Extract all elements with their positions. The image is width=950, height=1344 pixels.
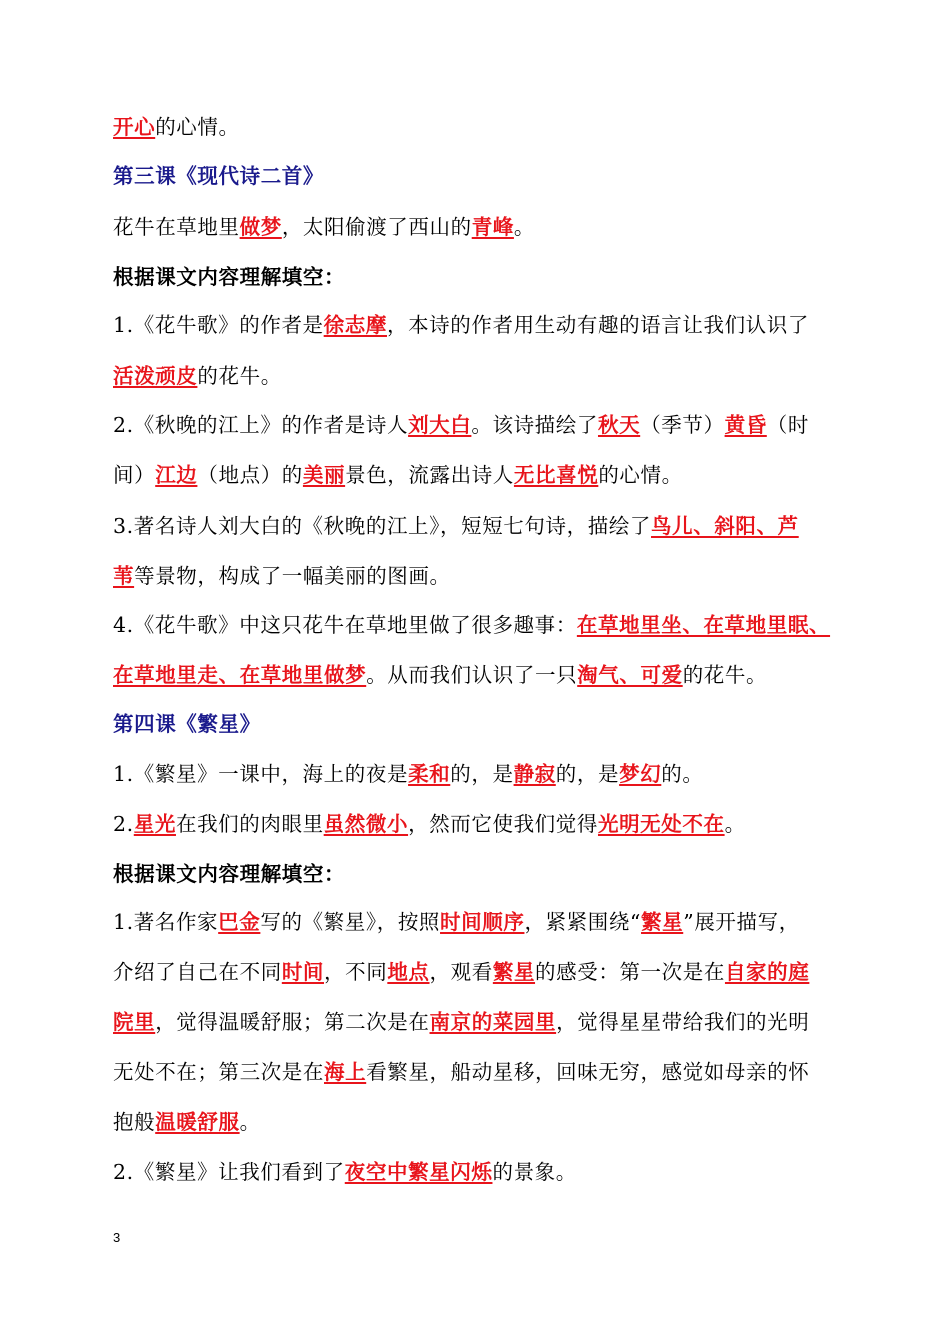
text-line [113,663,767,687]
answer-text: 巴金 [218,910,261,934]
body-text: 在我们的肉眼里 [175,812,324,836]
text-line [113,762,704,786]
body-text: ，观看 [429,960,493,984]
subsection-heading [113,265,345,289]
answer-text: 时间顺序 [440,910,525,934]
text-line [113,364,282,388]
body-text: 1.《繁星》一课中，海上的夜是 [113,762,409,786]
answer-text: 做梦 [239,215,282,239]
body-text: 的景象。 [492,1160,577,1184]
text-line [113,463,683,487]
answer-text: 繁星 [492,960,536,984]
text-line [113,1160,577,1184]
body-text: 。 [513,215,536,239]
subsection-heading [113,862,345,886]
body-text: 的，是 [450,762,514,786]
body-text: 1.《花牛歌》的作者是 [113,313,324,337]
body-text: 2.《繁星》让我们看到了 [113,1160,345,1184]
body-text: 根据课文内容理解填空： [113,265,346,289]
body-text: 第三课《现代诗二首》 [113,164,324,188]
answer-text: 淘气、可爱 [577,663,683,687]
body-text: （季节） [640,413,725,437]
body-text: 无处不在；第三次是在 [113,1060,324,1084]
text-line [113,1110,261,1134]
answer-text: 时间 [281,960,325,984]
text-line [113,313,809,337]
body-text: 1.著名作家 [113,910,219,934]
answer-text: 地点 [387,960,430,984]
body-text: 。从而我们认识了一只 [366,663,578,687]
body-text: ，觉得温暖舒服；第二次是在 [155,1010,430,1034]
answer-text: 刘大白 [408,413,472,437]
body-text: 抱般 [113,1110,156,1134]
answer-text: 海上 [324,1060,367,1084]
body-text: （地点）的 [197,463,303,487]
body-text: 2. [113,812,134,836]
body-text: 看繁星，船动星移，回味无穷，感觉如母亲的怀 [366,1060,810,1084]
body-text: 的感受：第一次是在 [535,960,725,984]
body-text: ，然而它使我们觉得 [408,812,598,836]
answer-text: 静寂 [513,762,556,786]
body-text: 的花牛。 [197,364,282,388]
body-text: 4.《花牛歌》中这只花牛在草地里做了很多趣事： [113,613,577,637]
body-text: ，紧紧围绕“ [524,910,642,934]
answer-text: 无比喜悦 [513,463,599,487]
answer-text: 南京的菜园里 [429,1010,557,1034]
body-text: 的心情。 [155,115,240,139]
text-line [113,613,830,637]
answer-text: 光明无处不在 [597,812,725,836]
body-text: 3.著名诗人刘大白的《秋晚的江上》，短短七句诗，描绘了 [113,514,652,538]
body-text: 的花牛。 [682,663,768,687]
body-text: （时 [766,413,809,437]
text-line [113,1010,809,1034]
page-number: 3 [113,1230,121,1245]
answer-text: 江边 [155,463,198,487]
answer-text: 柔和 [408,762,451,786]
answer-text: 徐志摩 [323,313,387,337]
body-text: ，不同 [324,960,388,984]
answer-text: 在草地里坐、在草地里眠、 [576,613,831,637]
section-heading [113,164,324,188]
text-line [113,910,800,934]
body-text: 的。 [661,762,704,786]
text-line [113,115,240,139]
body-text: ，觉得星星带给我们的光明 [556,1010,810,1034]
answer-text: 自家的庭 [724,960,810,984]
answer-text: 苇 [113,564,135,588]
answer-text: 梦幻 [619,762,662,786]
body-text: ，本诗的作者用生动有趣的语言让我们认识了 [386,313,809,337]
text-line [113,812,746,836]
body-text: 2.《秋晚的江上》的作者是诗人 [113,413,409,437]
answer-text: 虽然微小 [323,812,409,836]
answer-text: 开心 [113,115,156,139]
body-text: 写的《繁星》，按照 [260,910,441,934]
body-text: ”展开描写， [683,910,800,934]
answer-text: 星光 [133,812,176,836]
body-text: 景色，流露出诗人 [345,463,514,487]
body-text: 间） [113,463,156,487]
answer-text: 温暖舒服 [155,1110,240,1134]
body-text: 介绍了自己在不同 [113,960,282,984]
answer-text: 黄昏 [724,413,767,437]
text-line [113,215,535,239]
answer-text: 鸟儿、斜阳、芦 [651,514,799,538]
body-text: ，太阳偷渡了西山的 [281,215,472,239]
body-text: 。该诗描绘了 [471,413,598,437]
body-text: 的心情。 [598,463,683,487]
answer-text: 夜空中繁星闪烁 [344,1160,493,1184]
body-text: 第四课《繁星》 [113,712,261,736]
body-text: 花牛在草地里 [113,215,240,239]
answer-text: 活泼顽皮 [113,364,198,388]
text-line [113,1060,809,1084]
text-line [113,413,809,437]
answer-text: 秋天 [597,413,641,437]
answer-text: 美丽 [302,463,346,487]
body-text: 的，是 [555,762,620,786]
answer-text: 院里 [113,1010,156,1034]
text-line [113,514,799,538]
section-heading [113,712,261,736]
answer-text: 在草地里走、在草地里做梦 [113,663,367,687]
text-line [113,960,809,984]
answer-text: 繁星 [641,910,684,934]
body-text: 等景物，构成了一幅美丽的图画。 [134,564,451,588]
text-line [113,564,451,588]
answer-text: 青峰 [471,215,514,239]
body-text: 。 [724,812,746,836]
body-text: 根据课文内容理解填空： [113,862,346,886]
body-text: 。 [239,1110,261,1134]
